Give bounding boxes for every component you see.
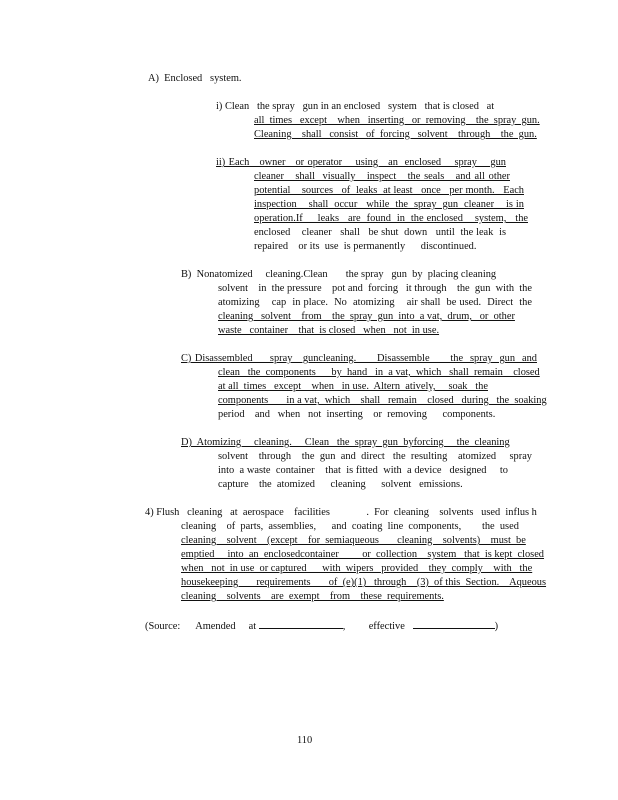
item-ii-line: potential sources of leaks at least once per month. Each bbox=[254, 185, 524, 196]
item-c-line: clean the components by hand in a vat, which shall remain closed bbox=[218, 367, 540, 378]
item-4-line: 4) Flush cleaning at aerospace facilities . For cleaning solvents used influs h bbox=[145, 507, 537, 518]
source-line bbox=[145, 618, 498, 632]
item-b-line: solvent in the pressure pot and forcing it through the gun with the bbox=[218, 283, 532, 294]
item-b-line: B) Nonatomized cleaning.Clean the spray gun by placing cleaning bbox=[181, 269, 497, 280]
item-d-line: into a waste container that is fitted with a device designed to bbox=[218, 465, 508, 476]
source-middle: , effective bbox=[342, 621, 405, 632]
item-ii-line: ii) Each owner or operator using an enclosed spray gun bbox=[216, 157, 506, 168]
item-ii-line: repaired or its use is permanently discontinued. bbox=[254, 241, 477, 252]
item-c-line: components in a vat, which shall remain closed during the soaking bbox=[218, 395, 547, 406]
item-ii-line: operation.If leaks are found in the enclosed system, the bbox=[254, 213, 528, 224]
item-ii-line: enclosed cleaner shall be shut down until the leak is bbox=[254, 227, 506, 238]
item-4-line: cleaning solvent (except for semiaqueous cleaning solvents) must be bbox=[181, 535, 526, 546]
item-d-line: D) Atomizing cleaning. Clean the spray gun byforcing the cleaning bbox=[181, 437, 510, 448]
item-ii-line: inspection shall occur while the spray gun cleaner is in bbox=[254, 199, 524, 210]
page-number: 110 bbox=[297, 735, 313, 746]
effective-date-blank bbox=[413, 618, 495, 629]
item-4-line: when not in use or captured with wipers provided they comply with the bbox=[181, 563, 533, 574]
item-ii-line: cleaner shall visually inspect the seals and all other bbox=[254, 171, 510, 182]
item-b-line: cleaning solvent from the spray gun into a vat, drum, or other bbox=[218, 311, 515, 322]
item-i-line: i) Clean the spray gun in an enclosed system that is closed at bbox=[216, 101, 495, 112]
item-b-line: waste container that is closed when not in use. bbox=[218, 325, 440, 336]
item-d-line: capture the atomized cleaning solvent emissions. bbox=[218, 479, 463, 490]
item-i-line: all times except when inserting or removing the spray gun. bbox=[254, 115, 540, 126]
amended-date-blank bbox=[259, 618, 343, 629]
item-c-line: C) Disassembled spray guncleaning. Disassemble the spray gun and bbox=[181, 353, 537, 364]
item-c-line: period and when not inserting or removing components. bbox=[218, 409, 496, 420]
item-4-line: emptied into an enclosedcontainer or collection system that is kept closed bbox=[181, 549, 545, 560]
item-4-line: cleaning of parts, assemblies, and coating line components, the used bbox=[181, 521, 519, 532]
item-4-line: cleaning solvents are exempt from these requirements. bbox=[181, 591, 444, 602]
source-suffix: ) bbox=[494, 621, 499, 632]
item-b-line: atomizing cap in place. No atomizing air shall be used. Direct the bbox=[218, 297, 532, 308]
heading-a: A) Enclosed system. bbox=[148, 73, 242, 84]
item-i-line: Cleaning shall consist of forcing solvent through the gun. bbox=[254, 129, 537, 140]
item-c-line: at all times except when in use. Altern atively, soak the bbox=[218, 381, 488, 392]
item-4-line: housekeeping requirements of (e)(1) through (3) of this Section. Aqueous bbox=[181, 577, 547, 588]
item-d-line: solvent through the gun and direct the resulting atomized spray bbox=[218, 451, 532, 462]
source-prefix: (Source: Amended at bbox=[145, 621, 257, 632]
